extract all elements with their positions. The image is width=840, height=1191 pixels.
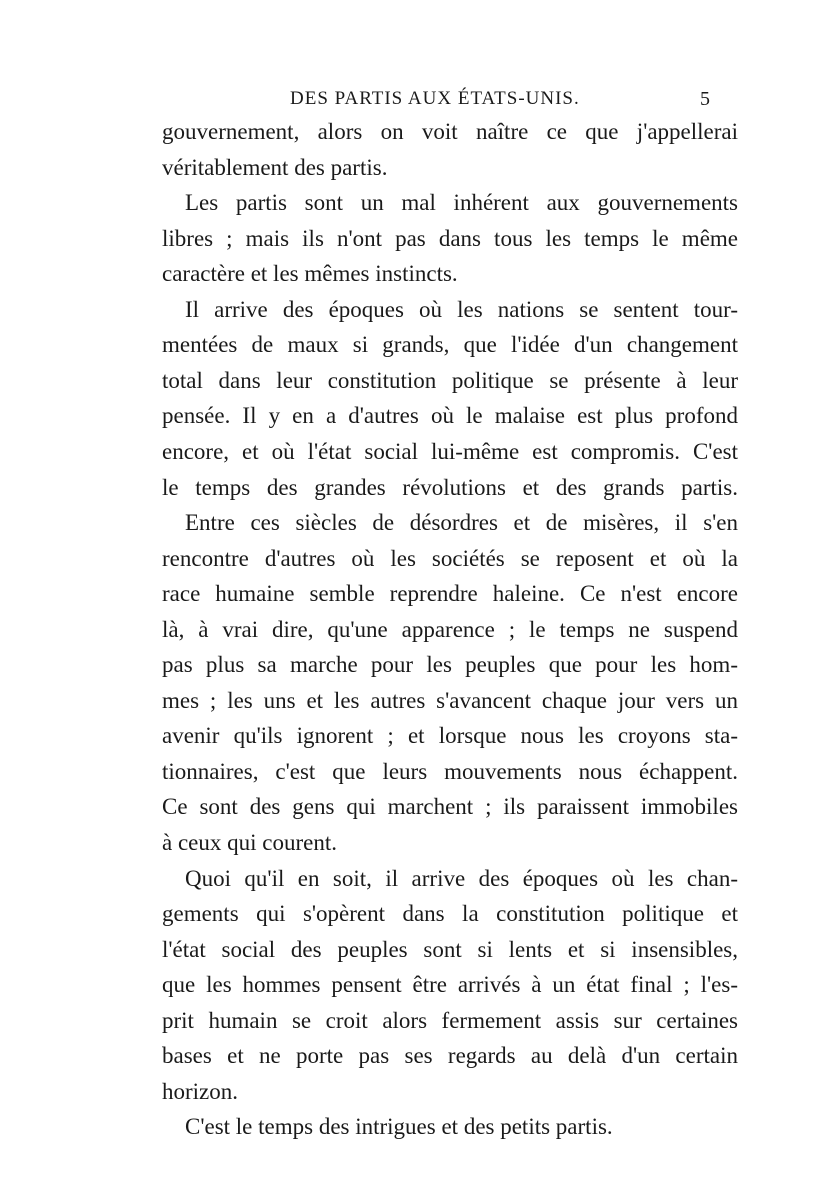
text-line: C'est le temps des intrigues et des petits partis. — [185, 1114, 613, 1140]
text-line: prit humain se croit alors fermement assis sur certaines — [162, 1007, 738, 1033]
text-line: là, à vrai dire, qu'une apparence ; le temps ne suspend — [162, 616, 738, 642]
text-line: caractère et les mêmes instincts. — [162, 261, 458, 287]
text-line: Ce sont des gens qui marchent ; ils paraissent immobiles — [162, 794, 738, 820]
text-line: gouvernement, alors on voit naître ce que j'appellerai — [162, 119, 738, 144]
text-line: à ceux qui courent. — [162, 830, 337, 855]
text-line: l'état social des peuples sont si lents et si insensibles, — [162, 936, 738, 962]
text-line: tionnaires, c'est que leurs mouvements nous échappent. — [162, 758, 738, 784]
running-title: DES PARTIS AUX ÉTATS-UNIS. — [290, 88, 580, 109]
text-line: mentées de maux si grands, que l'idée d'un changement — [162, 332, 738, 358]
text-line: gements qui s'opèrent dans la constitution politique et — [162, 901, 738, 927]
text-line: avenir qu'ils ignorent ; et lorsque nous les croyons sta- — [162, 723, 738, 749]
text-line: pensée. Il y en a d'autres où le malaise est plus profond — [162, 403, 738, 429]
text-line: bases et ne porte pas ses regards au delà d'un certain — [162, 1043, 738, 1069]
text-line: total dans leur constitution politique se présente à leur — [162, 367, 738, 393]
text-line: race humaine semble reprendre haleine. Ce n'est encore — [162, 581, 738, 607]
text-line: Quoi qu'il en soit, il arrive des époques où les chan- — [185, 865, 738, 891]
text-line: que les hommes pensent être arrivés à un état final ; l'es- — [162, 972, 738, 998]
text-line: libres ; mais ils n'ont pas dans tous les temps le même — [162, 225, 738, 251]
text-line: horizon. — [162, 1078, 239, 1104]
text-line: Les partis sont un mal inhérent aux gouvernements — [185, 190, 738, 216]
text-line: le temps des grandes révolutions et des grands partis. — [162, 474, 738, 500]
text-line: mes ; les uns et les autres s'avancent chaque jour vers un — [162, 687, 738, 713]
text-line: véritablement des partis. — [162, 154, 388, 180]
text-line: Entre ces siècles de désordres et de misères, il s'en — [185, 510, 738, 536]
text-line: encore, et où l'état social lui-même est compromis. C'est — [162, 438, 738, 464]
text-line: Il arrive des époques où les nations se sentent tour- — [185, 296, 738, 322]
page-number: 5 — [700, 88, 710, 110]
text-line: rencontre d'autres où les sociétés se reposent et où la — [162, 545, 738, 571]
text-line: pas plus sa marche pour les peuples que pour les hom- — [162, 652, 738, 678]
